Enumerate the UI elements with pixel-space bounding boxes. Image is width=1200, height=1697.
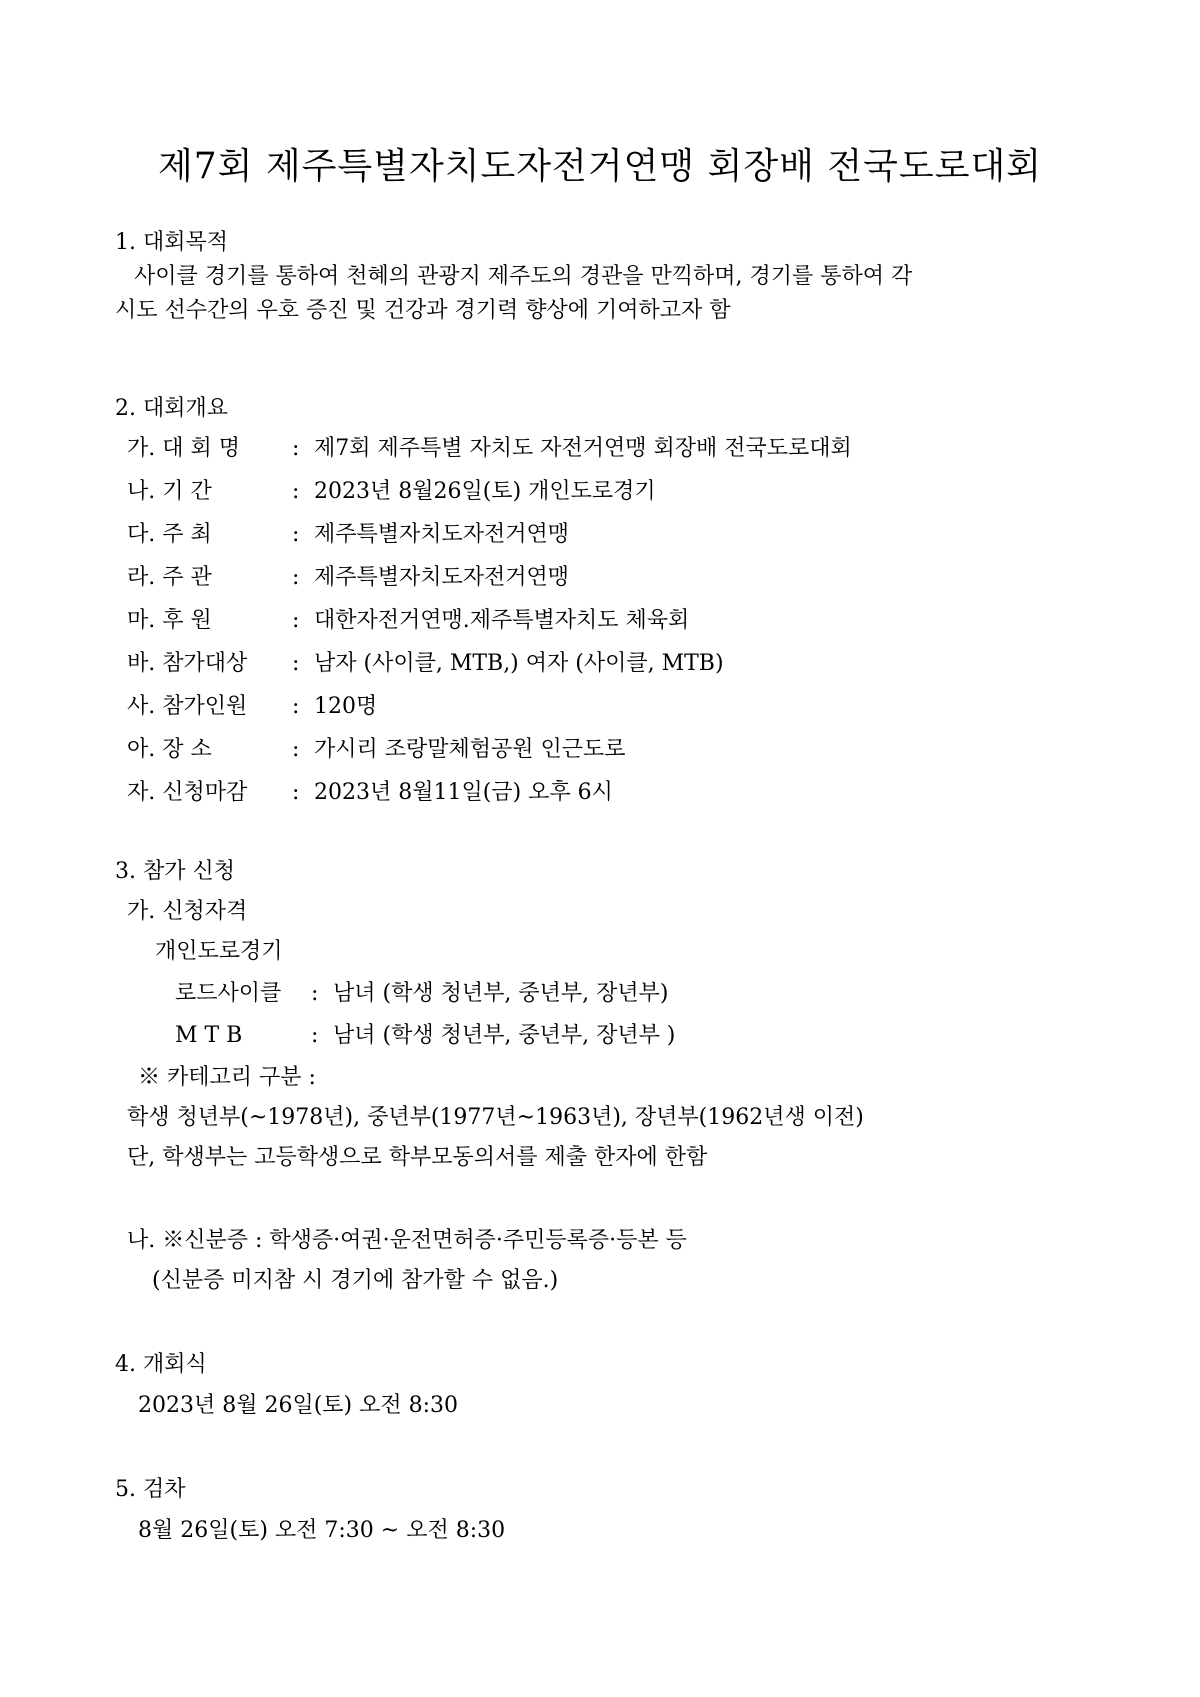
overview-value: 남자 (사이클, MTB,) 여자 (사이클, MTB) — [314, 651, 724, 676]
overview-separator: : — [292, 565, 300, 590]
road-cycle-row — [175, 979, 668, 1009]
overview-label: 마. 후 원 — [127, 608, 212, 633]
overview-value: 제7회 제주특별 자치도 자전거연맹 회장배 전국도로대회 — [314, 436, 852, 461]
overview-label: 바. 참가대상 — [127, 651, 248, 676]
overview-label: 아. 장 소 — [127, 737, 212, 762]
category-line: 학생 청년부(~1978년), 중년부(1977년~1963년), 장년부(1962년생 이전) — [127, 1105, 864, 1130]
overview-row — [127, 692, 377, 722]
inspection-time: 8월 26일(토) 오전 7:30 ~ 오전 8:30 — [138, 1518, 506, 1543]
overview-row — [127, 563, 569, 593]
event-name: 개인도로경기 — [155, 939, 283, 964]
road-cycle-value: 남녀 (학생 청년부, 중년부, 장년부) — [333, 981, 669, 1006]
section-1-heading: 1. 대회목적 — [115, 230, 228, 255]
overview-value: 가시리 조랑말체험공원 인근도로 — [314, 737, 626, 762]
section-2-heading: 2. 대회개요 — [115, 396, 228, 421]
section-1-body-line-1: 사이클 경기를 통하여 천혜의 관광지 제주도의 경관을 만끽하며, 경기를 통하여 각 — [134, 264, 913, 289]
overview-value: 제주특별자치도자전거연맹 — [314, 522, 570, 547]
overview-value: 제주특별자치도자전거연맹 — [314, 565, 570, 590]
overview-row — [127, 520, 569, 550]
overview-row — [127, 477, 656, 507]
overview-separator: : — [292, 608, 300, 633]
overview-separator: : — [292, 651, 300, 676]
overview-separator: : — [292, 737, 300, 762]
overview-label: 가. 대 회 명 — [127, 436, 240, 461]
overview-value: 120명 — [314, 694, 378, 719]
mtb-row — [175, 1021, 675, 1051]
mtb-separator: : — [311, 1023, 319, 1048]
section-5-heading: 5. 검차 — [115, 1477, 186, 1502]
mtb-label: M T B — [175, 1023, 243, 1048]
overview-value: 대한자전거연맹.제주특별자치도 체육회 — [314, 608, 690, 633]
overview-separator: : — [292, 780, 300, 805]
opening-ceremony-time: 2023년 8월 26일(토) 오전 8:30 — [138, 1393, 459, 1418]
overview-row — [127, 606, 689, 636]
overview-separator: : — [292, 436, 300, 461]
mtb-value: 남녀 (학생 청년부, 중년부, 장년부 ) — [333, 1023, 676, 1048]
section-3-sub-b: 나. ※신분증 : 학생증·여권·운전면허증·주민등록증·등본 등 — [127, 1228, 687, 1253]
overview-row — [127, 649, 724, 679]
overview-label: 자. 신청마감 — [127, 780, 248, 805]
overview-separator: : — [292, 694, 300, 719]
overview-label: 라. 주 관 — [127, 565, 212, 590]
document-title: 제7회 제주특별자치도자전거연맹 회장배 전국도로대회 — [157, 146, 1043, 187]
overview-separator: : — [292, 479, 300, 504]
overview-value: 2023년 8월26일(토) 개인도로경기 — [314, 479, 656, 504]
road-cycle-separator: : — [311, 981, 319, 1006]
category-heading: ※ 카테고리 구분 : — [138, 1065, 316, 1090]
overview-row — [127, 778, 613, 808]
section-3-sub-a: 가. 신청자격 — [127, 899, 248, 924]
overview-label: 다. 주 최 — [127, 522, 212, 547]
overview-label: 나. 기 간 — [127, 479, 212, 504]
student-note: 단, 학생부는 고등학생으로 학부모동의서를 제출 한자에 한함 — [127, 1145, 708, 1170]
section-1-body-line-2: 시도 선수간의 우호 증진 및 건강과 경기력 향상에 기여하고자 함 — [115, 298, 731, 323]
overview-row — [127, 434, 852, 464]
section-3-heading: 3. 참가 신청 — [115, 859, 235, 884]
id-note: (신분증 미지참 시 경기에 참가할 수 없음.) — [152, 1268, 559, 1293]
overview-label: 사. 참가인원 — [127, 694, 248, 719]
overview-value: 2023년 8월11일(금) 오후 6시 — [314, 780, 613, 805]
section-4-heading: 4. 개회식 — [115, 1352, 207, 1377]
road-cycle-label: 로드사이클 — [175, 981, 282, 1006]
overview-row — [127, 735, 626, 765]
overview-separator: : — [292, 522, 300, 547]
